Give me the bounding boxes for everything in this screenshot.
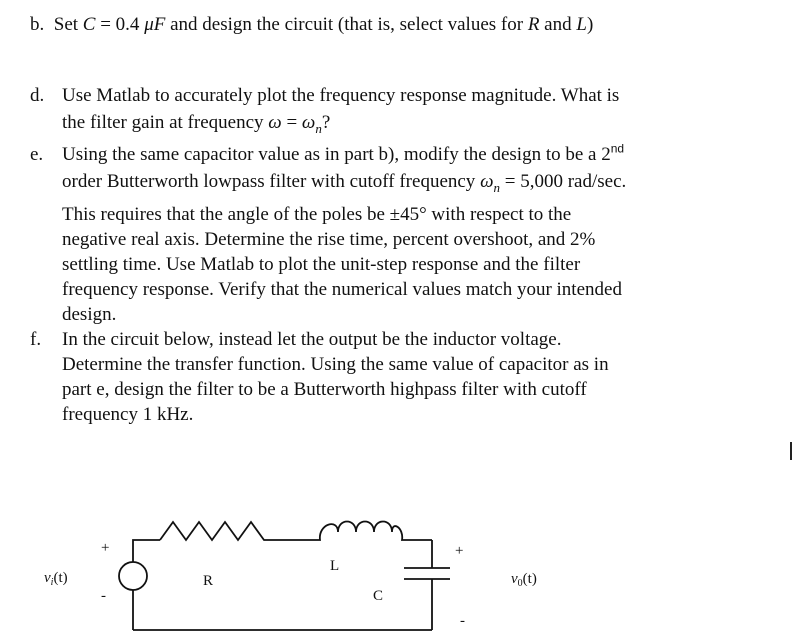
item-e-line2: order Butterworth lowpass filter with cutoff frequency $\omega_n = 5,000$ rad/sec.	[62, 171, 627, 195]
capacitor-label: C	[373, 588, 384, 604]
vout-minus: -	[460, 613, 465, 629]
vin-minus: -	[101, 588, 106, 604]
item-f-line2: Determine the transfer function. Using the same value of capacitor as in	[62, 354, 609, 375]
vout-plus: +	[455, 543, 464, 559]
item-e-line1: Using the same capacitor value as in part b), modify the design to be a 2nd	[62, 141, 625, 165]
item-d-line1: Use Matlab to accurately plot the frequency response magnitude. What is	[62, 85, 620, 106]
left-wire	[133, 540, 160, 562]
vout-label: $v_0(t)$	[511, 571, 537, 589]
vin-label: $v_i(t)$	[44, 570, 68, 588]
item-b: b. Set C = 0.4 μF and design the circuit (that is, select values for R and L)	[30, 14, 594, 35]
inductor-icon	[310, 522, 432, 541]
item-f-label: f.	[30, 329, 42, 350]
item-b-label: b.	[30, 14, 45, 35]
resistor-icon	[160, 522, 310, 540]
item-d-label: d.	[30, 85, 45, 106]
item-e-line3: This requires that the angle of the poles be ±45° with respect to the	[62, 204, 572, 225]
item-f-line3: part e, design the filter to be a Butterworth highpass filter with cutoff	[62, 379, 587, 400]
item-e-line7: design.	[62, 304, 117, 325]
item-e-line5: settling time. Use Matlab to plot the unit-step response and the filter	[62, 254, 581, 275]
vin-plus: +	[101, 540, 110, 556]
item-e-label: e.	[30, 144, 44, 165]
item-e-line4: negative real axis. Determine the rise time, percent overshoot, and 2%	[62, 229, 596, 250]
item-f-line1: In the circuit below, instead let the output be the inductor voltage.	[62, 329, 562, 350]
capacitor-icon	[404, 568, 450, 579]
resistor-label: R	[203, 573, 214, 589]
item-f-line4: frequency 1 kHz.	[62, 404, 194, 425]
voltage-source-icon	[119, 562, 147, 590]
item-d-line2: the filter gain at frequency $\omega = \omega_n$?	[62, 112, 331, 136]
inductor-label: L	[330, 558, 340, 574]
item-e-line6: frequency response. Verify that the numerical values match your intended	[62, 279, 622, 300]
